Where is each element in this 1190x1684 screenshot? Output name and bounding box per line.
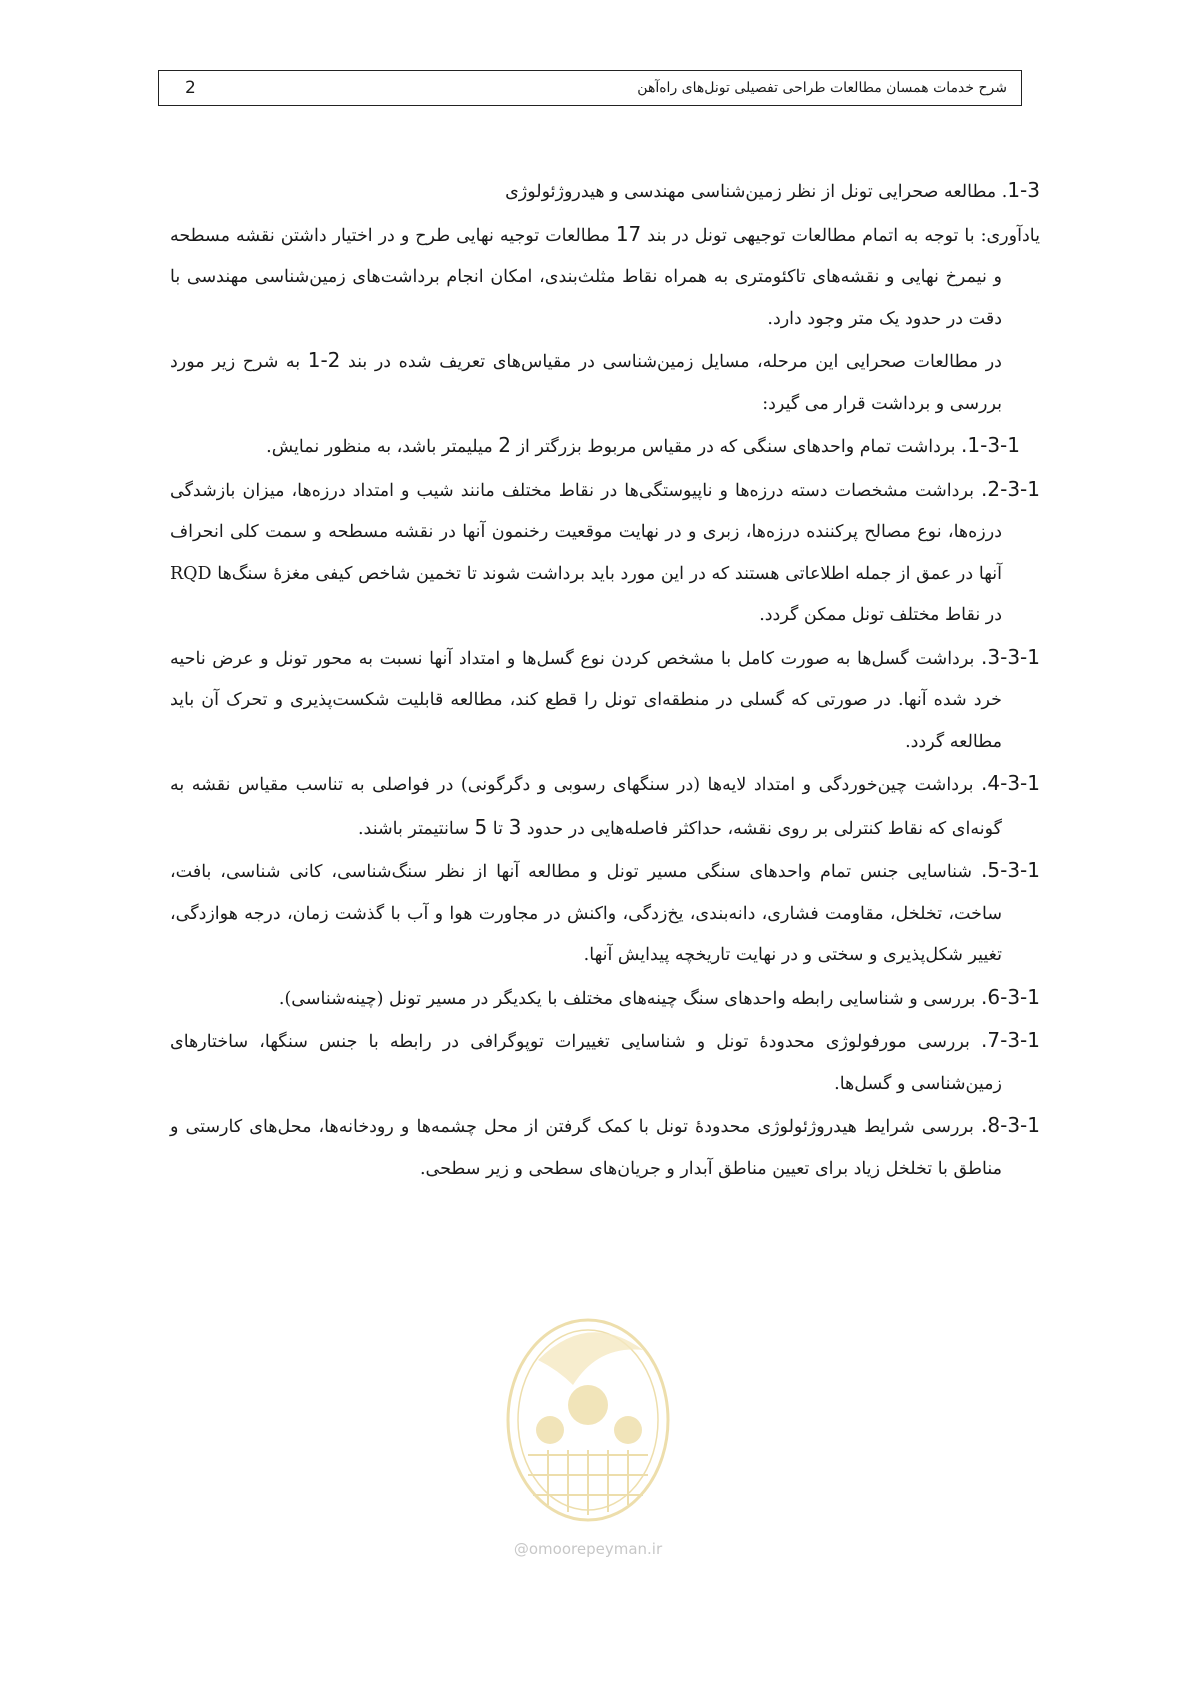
item-number: 4-3-1. <box>981 771 1040 795</box>
watermark-caption: @omoorepeyman.ir <box>513 1540 663 1558</box>
note-label: یادآوری: <box>980 225 1040 246</box>
list-item: 7-3-1. بررسی مورفولوژی محدودهٔ تونل و شناسایی تغییرات توپوگرافی در رابطه با جنس سنگها، ساختارهای زمین‌شناسی و گسل‌ها. <box>170 1028 1040 1094</box>
list-item: 2-3-1. برداشت مشخصات دسته درزه‌ها و ناپیوستگی‌ها در نقاط مختلف مانند شیب و امتداد درزه‌ها، میزان بازشدگی درزه‌ها، نوع مصالح پرکننده درزه‌ها، زبری و در نهایت موقعیت رخنمون آنها در نقشه مسطحه و سمت کلی انحراف آنها در عمق از جمله اطلاعاتی هستند که در این مورد باید برداشت شوند تا تخمین شاخص کیفی مغزهٔ سنگ‌ها RQD در نقاط مختلف تونل ممکن گردد. <box>170 476 1040 625</box>
section-heading: 1-3. مطالعه صحرایی تونل از نظر زمین‌شناسی مهندسی و هیدروژئولوژی <box>505 178 1040 202</box>
section-number: 1-3 <box>1007 178 1040 202</box>
list-item: 3-3-1. برداشت گسل‌ها به صورت کامل با مشخص کردن نوع گسل‌ها و امتداد آنها نسبت به محور تونل و عرض ناحیه خرد شده آنها. در صورتی که گسلی در منطقه‌ای تونل را قطع کند، مطالعه قابلیت شکست‌پذیری و تحرک آن باید مطالعه گردد. <box>170 644 1040 752</box>
header-title: شرح خدمات همسان مطالعات طراحی تفصیلی تونل‌های راه‌آهن <box>637 80 1007 96</box>
item-number: 6-3-1. <box>981 984 1040 1009</box>
seal-icon <box>478 1290 698 1530</box>
document-body <box>170 170 1040 1190</box>
list-item: 4-3-1. برداشت چین‌خوردگی و امتداد لایه‌ها (در سنگهای رسوبی و دگرگونی) در فواصلی به تناسب مقیاس نقشه به گونه‌ای که نقاط کنترلی بر روی نقشه، حداکثر فاصله‌هایی در حدود 3 تا 5 سانتیمتر باشند. <box>170 771 1040 839</box>
item-number: 3-3-1. <box>981 644 1040 669</box>
item-number: 7-3-1. <box>981 1028 1040 1052</box>
item-number: 1-3-1. <box>961 433 1020 457</box>
intro-ref: 2-1 <box>307 348 341 372</box>
list-item: 6-3-1. بررسی و شناسایی رابطه واحدهای سنگ چینه‌های مختلف با یکدیگر در مسیر تونل (چینه‌شناسی). <box>278 984 1040 1009</box>
item-number: 2-3-1. <box>981 476 1040 501</box>
item-number: 8-3-1. <box>981 1113 1040 1137</box>
section-title: مطالعه صحرایی تونل از نظر زمین‌شناسی مهندسی و هیدروژئولوژی <box>505 182 997 202</box>
list-item: 1-3-1. برداشت تمام واحدهای سنگی که در مقیاس مربوط بزرگتر از 2 میلیمتر باشد، به منظور نمایش. <box>266 433 1020 457</box>
list-item: 5-3-1. شناسایی جنس تمام واحدهای سنگی مسیر تونل و مطالعه آنها از نظر سنگ‌شناسی، کانی شناسی، بافت، ساخت، تخلخل، مقاومت فشاری، دانه‌بندی، یخ‌زدگی، واکنش در مجاورت هوا و آب با گذشت زمان، درجه هوازدگی، تغییر شکل‌پذیری و سختی و در نهایت تاریخچه پیدایش آنها. <box>170 858 1040 965</box>
intro-paragraph: در مطالعات صحرایی این مرحله، مسایل زمین‌شناسی در مقیاس‌های تعریف شده در بند 2-1 به شرح زیر مورد بررسی و برداشت قرار می گیرد: <box>170 348 1002 414</box>
note-paragraph: یادآوری: با توجه به اتمام مطالعات توجیهی تونل در بند 17 مطالعات توجیه نهایی طرح و در اختیار داشتن نقشه مسطحه و نیمرخ نهایی و نقشه‌های تاکئومتری به همراه نقاط مثلث‌بندی، امکان انجام برداشت‌های زمین‌شناسی مهندسی با دقت در حدود یک متر وجود دارد. <box>170 221 1040 329</box>
watermark-logo <box>478 1290 698 1580</box>
item-number: 5-3-1. <box>981 858 1040 882</box>
note-ref: 17 <box>615 221 642 246</box>
page-number: 2 <box>185 78 196 98</box>
page-header <box>158 70 1022 106</box>
list-item: 8-3-1. بررسی شرایط هیدروژئولوژی محدودهٔ تونل با کمک گرفتن از محل چشمه‌ها و رودخانه‌ها، محل‌های کارستی و مناطق با تخلخل زیاد برای تعیین مناطق آبدار و جریان‌های سطحی و زیر سطحی. <box>170 1113 1040 1179</box>
